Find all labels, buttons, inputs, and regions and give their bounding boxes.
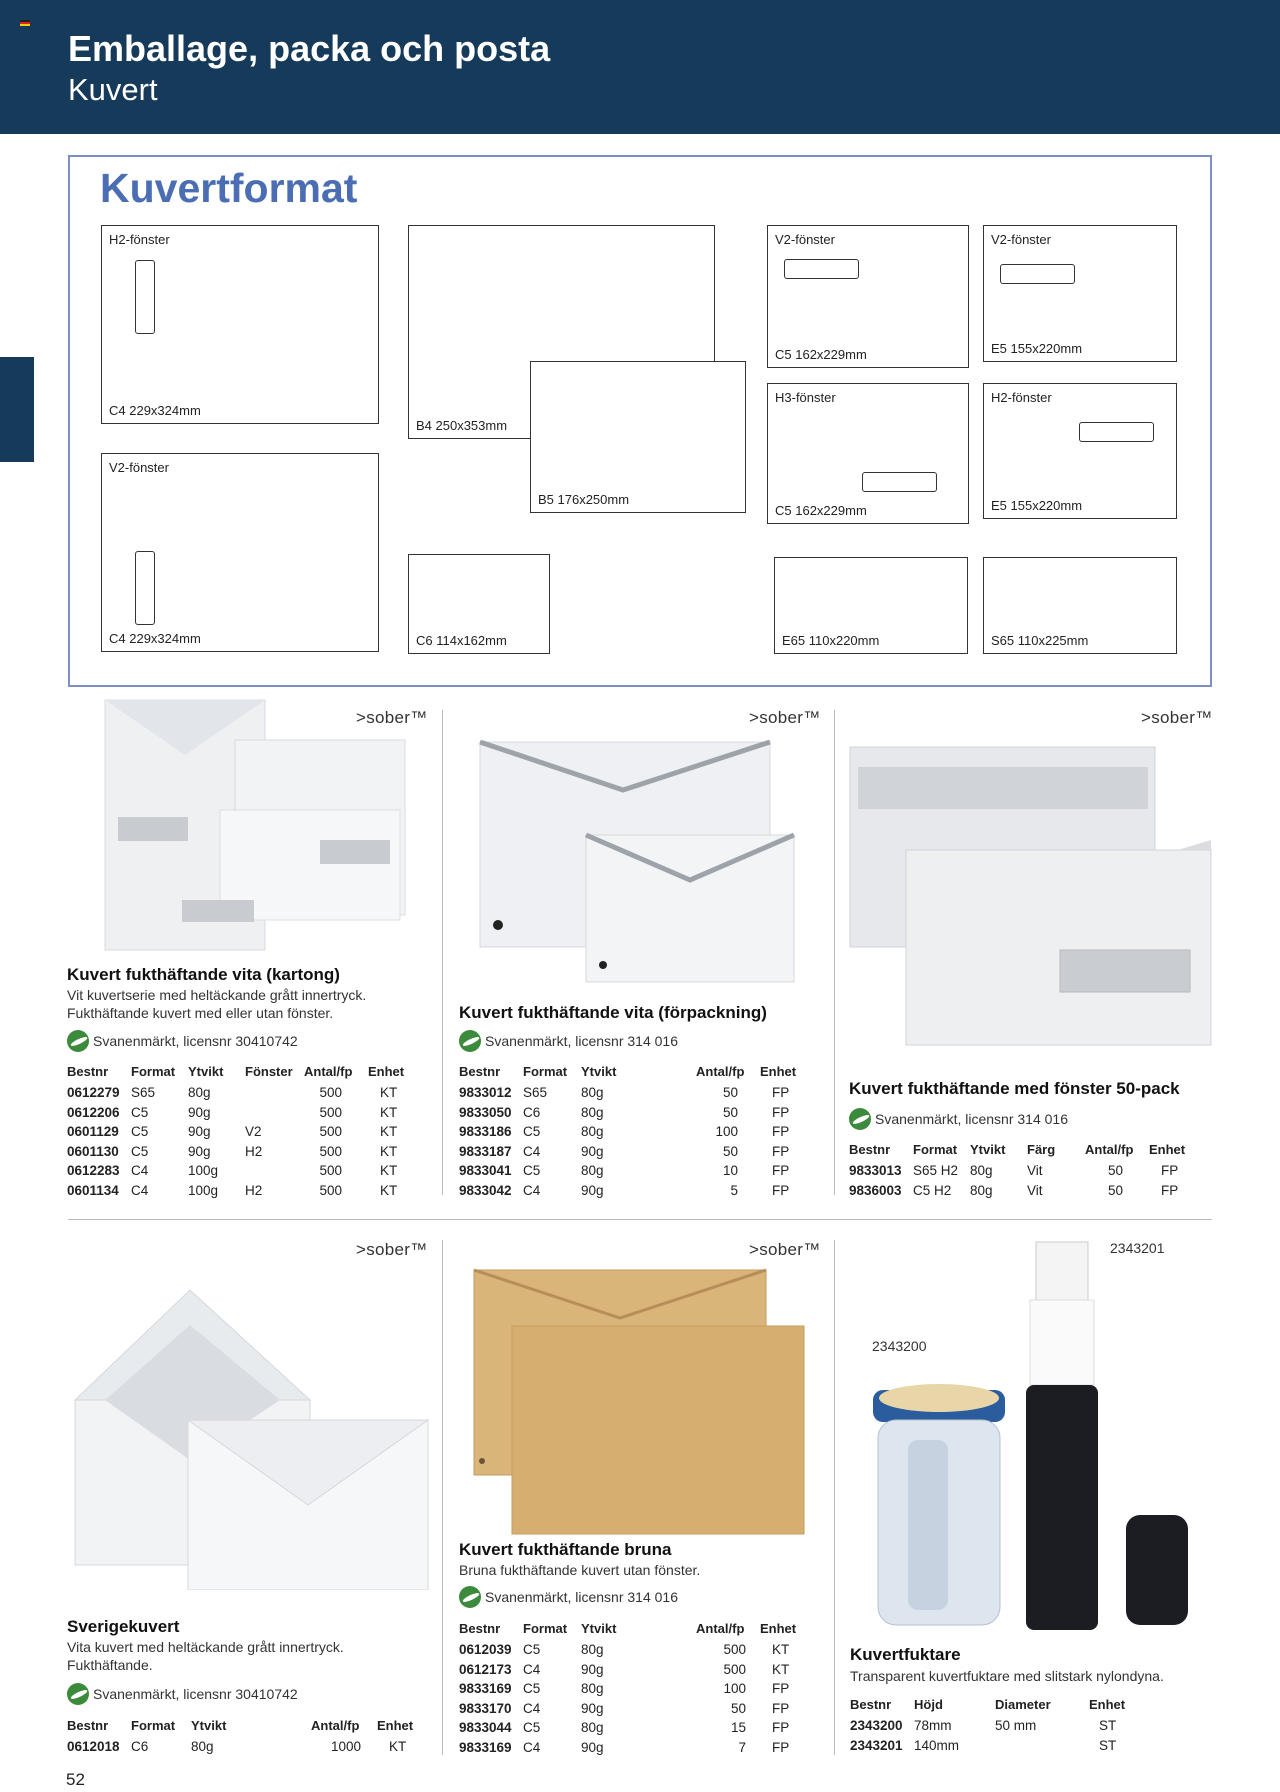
table-header-row: [459, 1621, 796, 1640]
envelope-c4-h2: [101, 225, 379, 424]
swan-text: Svanenmärkt, licensnr 314 016: [875, 1111, 1068, 1127]
page-number: 52: [66, 1770, 85, 1789]
sverigekuvert-image: [70, 1285, 435, 1590]
spec-table: [67, 1718, 413, 1757]
column-header: Antal/fp: [304, 1064, 353, 1079]
kuvertformat-title: Kuvertformat: [100, 165, 358, 211]
swan-label: [67, 1030, 298, 1052]
column-header: Format: [523, 1621, 568, 1636]
window-shape: [784, 259, 859, 279]
white-envelopes-image: [100, 695, 410, 955]
swan-text: Svanenmärkt, licensnr 314 016: [485, 1033, 678, 1049]
product-description: [67, 1638, 344, 1674]
swan-label: [67, 1683, 298, 1705]
swan-ecolabel-icon: [459, 1586, 481, 1608]
envelope-size-label: C5 162x229mm: [775, 347, 867, 362]
table-row: 2343201 140mm ST: [850, 1737, 1117, 1753]
product-description: [67, 986, 366, 1022]
table-row: 0601129 C5 90g V2 500 KT: [67, 1124, 398, 1140]
table-row: 9833013 S65 H2 80g Vit 50 FP: [849, 1163, 1179, 1179]
swan-ecolabel-icon: [67, 1683, 89, 1705]
column-header: Enhet: [1149, 1142, 1186, 1157]
table-header-row: [849, 1142, 1185, 1161]
envelope-size-label: C5 162x229mm: [775, 503, 867, 518]
envelope-window-label: V2-fönster: [775, 232, 835, 247]
column-header: Bestnr: [459, 1064, 501, 1079]
window-envelopes-image: [848, 745, 1213, 1050]
table-row: 9833044 C5 80g 15 FP: [459, 1720, 790, 1736]
column-header: Ytvikt: [191, 1718, 227, 1733]
window-shape: [862, 472, 937, 492]
column-header: Antal/fp: [1085, 1142, 1134, 1157]
spec-table: [849, 1142, 1185, 1200]
spec-table: [67, 1064, 404, 1200]
swan-text: Svanenmärkt, licensnr 30410742: [93, 1686, 298, 1702]
column-divider: [442, 1240, 443, 1755]
table-row: 0612039 C5 80g 500 KT: [459, 1642, 790, 1658]
column-header: Enhet: [368, 1064, 405, 1079]
window-shape: [135, 260, 155, 334]
page-subtitle: Kuvert: [68, 72, 158, 107]
column-header: Antal/fp: [696, 1621, 745, 1636]
column-header: Ytvikt: [970, 1142, 1006, 1157]
column-header: Format: [131, 1718, 176, 1733]
product-title: Kuvert fukthäftande vita (kartong): [67, 965, 340, 984]
column-header: Bestnr: [849, 1142, 891, 1157]
column-header: Fönster: [245, 1064, 293, 1079]
column-divider: [834, 1240, 835, 1755]
sober-logo: >sober™: [356, 1240, 428, 1259]
table-row: 9833187 C4 90g 50 FP: [459, 1143, 790, 1159]
table-row: 0612206 C5 90g 500 KT: [67, 1104, 398, 1120]
sober-logo: >sober™: [356, 708, 428, 727]
column-header: Färg: [1027, 1142, 1056, 1157]
window-shape: [135, 551, 155, 625]
column-header: Bestnr: [850, 1697, 892, 1712]
product-description: [459, 1561, 700, 1579]
table-row: 9836003 C5 H2 80g Vit 50 FP: [849, 1182, 1179, 1198]
table-row: 9833169 C5 80g 100 FP: [459, 1681, 790, 1697]
product-title: Kuvert fukthäftande med fönster 50-pack: [849, 1079, 1180, 1098]
table-row: 0601134 C4 100g H2 500 KT: [67, 1182, 398, 1198]
spec-table: [850, 1697, 1125, 1755]
column-header: Diameter: [995, 1697, 1051, 1712]
row-divider: [68, 1219, 1212, 1220]
column-header: Bestnr: [459, 1621, 501, 1636]
table-header-row: [67, 1064, 404, 1083]
swan-label: [849, 1108, 1068, 1130]
swan-ecolabel-icon: [67, 1030, 89, 1052]
spec-table: [459, 1621, 796, 1757]
swan-text: Svanenmärkt, licensnr 314 016: [485, 1589, 678, 1605]
product-title: Kuvert fukthäftande vita (förpackning): [459, 1003, 767, 1022]
column-header: Bestnr: [67, 1718, 109, 1733]
column-header: Enhet: [1089, 1697, 1126, 1712]
envelope-window-label: H2-fönster: [991, 390, 1052, 405]
table-row: 0612018 C6 80g 1000 KT: [67, 1739, 407, 1755]
column-header: Ytvikt: [188, 1064, 224, 1079]
swan-ecolabel-icon: [849, 1108, 871, 1130]
column-header: Antal/fp: [311, 1718, 360, 1733]
envelope-window-label: H3-fönster: [775, 390, 836, 405]
section-tab: [0, 357, 34, 462]
envelope-e65: [774, 557, 968, 654]
product-code-label: 2343201: [1110, 1240, 1165, 1256]
table-row: 9833169 C4 90g 7 FP: [459, 1739, 790, 1755]
table-row: 0612279 S65 80g 500 KT: [67, 1085, 398, 1101]
column-header: Format: [523, 1064, 568, 1079]
envelope-c6: [408, 554, 550, 654]
brown-envelopes-image: [472, 1268, 807, 1536]
table-row: 9833050 C6 80g 50 FP: [459, 1104, 790, 1120]
column-header: Bestnr: [67, 1064, 109, 1079]
description-line: Vit kuvertserie med heltäckande grått innertryck.: [67, 987, 367, 1003]
sober-logo: >sober™: [749, 708, 821, 727]
swan-label: [459, 1586, 678, 1608]
product-title: Kuvert fukthäftande bruna: [459, 1540, 672, 1559]
sober-logo: >sober™: [1141, 708, 1213, 727]
table-row: 9833042 C4 90g 5 FP: [459, 1182, 790, 1198]
description-line: Vita kuvert med heltäckande grått innertryck.: [67, 1639, 344, 1655]
envelope-size-label: E65 110x220mm: [782, 633, 880, 648]
table-row: 9833170 C4 90g 50 FP: [459, 1700, 790, 1716]
envelope-size-label: C4 229x324mm: [109, 403, 201, 418]
envelope-size-label: E5 155x220mm: [991, 498, 1083, 513]
column-header: Format: [913, 1142, 958, 1157]
table-row: 2343200 78mm 50 mm ST: [850, 1718, 1117, 1734]
column-divider: [442, 710, 443, 1195]
column-header: Enhet: [760, 1064, 797, 1079]
spec-table: [459, 1064, 796, 1200]
kuvertfuktare-image: [868, 1240, 1198, 1635]
description-line: Transparent kuvertfuktare med slitstark nylondyna.: [850, 1668, 1164, 1684]
page-header: [0, 0, 1280, 134]
table-row: 0612283 C4 100g 500 KT: [67, 1163, 398, 1179]
description-line: Fukthäftande.: [67, 1657, 153, 1673]
envelope-window-label: H2-fönster: [109, 232, 170, 247]
product-title: Sverigekuvert: [67, 1617, 180, 1636]
table-row: 9833041 C5 80g 10 FP: [459, 1163, 790, 1179]
envelope-c4-v2: [101, 453, 379, 652]
product-description: [850, 1667, 1164, 1685]
column-header: Format: [131, 1064, 176, 1079]
window-shape: [1000, 264, 1075, 284]
white-envelopes-image: [478, 740, 798, 985]
envelope-size-label: E5 155x220mm: [991, 341, 1083, 356]
column-header: Enhet: [760, 1621, 797, 1636]
column-divider: [834, 710, 835, 1195]
envelope-e5-h2: [983, 383, 1177, 519]
envelope-c5-h3: [767, 383, 969, 524]
envelope-s65: [983, 557, 1177, 654]
table-header-row: [459, 1064, 796, 1083]
product-title: Kuvertfuktare: [850, 1645, 961, 1664]
envelope-c5-v2: [767, 225, 969, 368]
column-header: Höjd: [914, 1697, 943, 1712]
envelope-size-label: B4 250x353mm: [416, 418, 508, 433]
table-header-row: [850, 1697, 1125, 1716]
envelope-window-label: V2-fönster: [109, 460, 169, 475]
envelope-size-label: C4 229x324mm: [109, 631, 201, 646]
envelope-b5: [530, 361, 746, 513]
column-header: Ytvikt: [581, 1064, 617, 1079]
table-row: 0601130 C5 90g H2 500 KT: [67, 1143, 398, 1159]
swan-text: Svanenmärkt, licensnr 30410742: [93, 1033, 298, 1049]
kuvertformat-panel: [68, 155, 1212, 687]
column-header: Enhet: [377, 1718, 414, 1733]
window-shape: [1079, 422, 1154, 442]
product-code-label: 2343200: [872, 1338, 927, 1354]
sober-logo: >sober™: [749, 1240, 821, 1259]
page-title: Emballage, packa och posta: [68, 28, 551, 69]
flag-icon: [20, 20, 30, 26]
column-header: Ytvikt: [581, 1621, 617, 1636]
envelope-e5-v2: [983, 225, 1177, 362]
table-header-row: [67, 1718, 413, 1737]
table-row: 0612173 C4 90g 500 KT: [459, 1661, 790, 1677]
table-row: 9833186 C5 80g 100 FP: [459, 1124, 790, 1140]
description-line: Bruna fukthäftande kuvert utan fönster.: [459, 1562, 701, 1578]
envelope-window-label: V2-fönster: [991, 232, 1051, 247]
envelope-size-label: B5 176x250mm: [538, 492, 630, 507]
envelope-size-label: S65 110x225mm: [991, 633, 1089, 648]
swan-label: [459, 1030, 678, 1052]
envelope-size-label: C6 114x162mm: [416, 633, 507, 648]
swan-ecolabel-icon: [459, 1030, 481, 1052]
description-line: Fukthäftande kuvert med eller utan fönster.: [67, 1005, 334, 1021]
column-header: Antal/fp: [696, 1064, 745, 1079]
table-row: 9833012 S65 80g 50 FP: [459, 1085, 790, 1101]
